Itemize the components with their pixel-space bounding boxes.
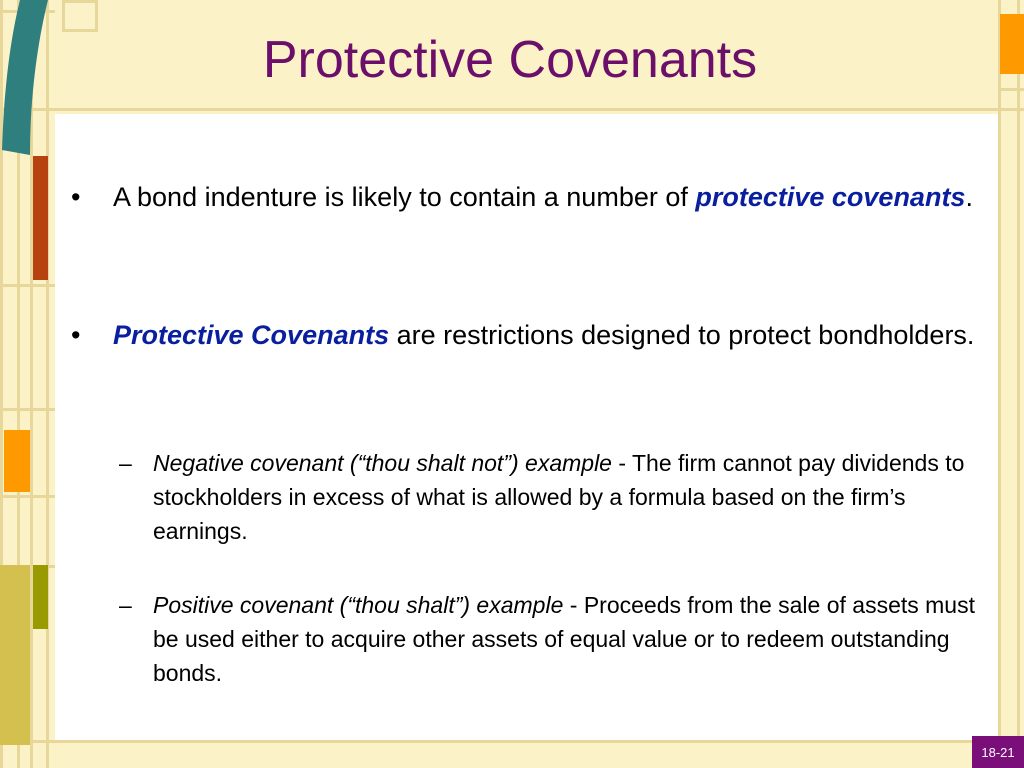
- sub-bullet-mark: –: [119, 450, 132, 476]
- right-orange-block: [1000, 14, 1024, 74]
- bullet-2-text: are restrictions designed to protect bondholders.: [389, 320, 975, 350]
- bullet-1-text: A bond indenture is likely to contain a number of: [113, 182, 696, 212]
- sub-bullet-mark: –: [119, 592, 132, 618]
- orange-block: [4, 430, 30, 492]
- teal-swoosh-icon: [0, 0, 55, 160]
- bullet-mark: •: [71, 320, 81, 350]
- content-panel: [55, 114, 998, 740]
- frame-box: [62, 0, 98, 32]
- slide-title: Protective Covenants: [262, 31, 758, 89]
- bullet-2-emphasis: Protective Covenants: [113, 320, 390, 350]
- slide-number: 18-21: [972, 736, 1024, 768]
- olive-block: [33, 565, 48, 629]
- sub-bullet-1-text: - The firm cannot pay dividends to stockholders in excess of what is allowed by a formula based on the firm’s earnings.: [153, 450, 965, 544]
- sub-bullet-1: [119, 446, 978, 548]
- bullet-1: [71, 178, 978, 216]
- sub-bullet-2: [119, 588, 978, 690]
- bullet-1-end: .: [965, 182, 973, 212]
- yellow-block: [0, 565, 30, 745]
- bullet-1-emphasis: protective covenants: [695, 182, 966, 212]
- bullet-mark: •: [71, 182, 81, 212]
- rust-block: [33, 156, 48, 280]
- sub-bullet-1-label: Negative covenant (“thou shalt not”) example: [153, 450, 612, 476]
- sub-bullet-2-label: Positive covenant (“thou shalt”) example: [153, 592, 564, 618]
- sub-bullet-2-text: - Proceeds from the sale of assets must be used either to acquire other assets of equal value or to redeem outstanding bonds.: [153, 592, 975, 686]
- bullet-2: [71, 316, 978, 354]
